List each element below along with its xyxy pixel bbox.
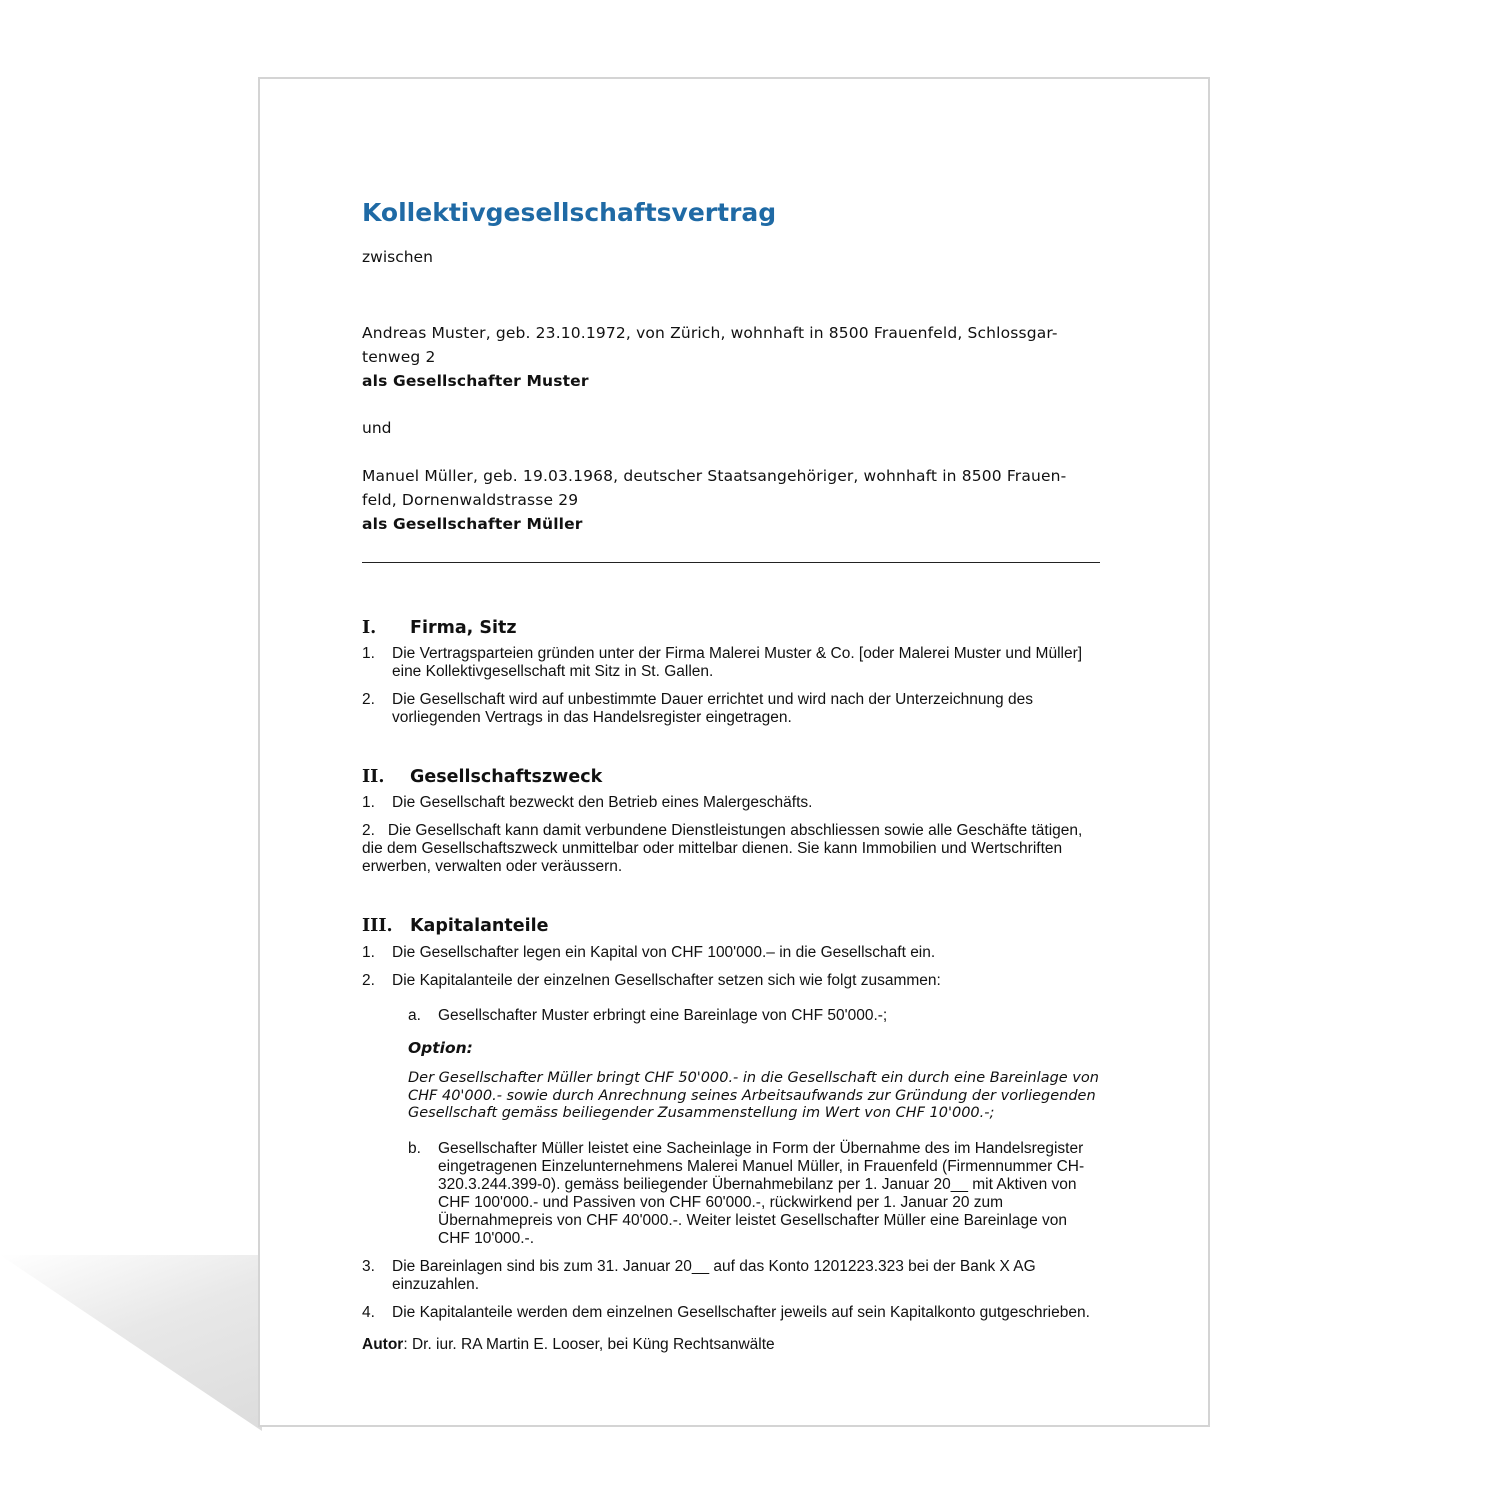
- between-text: zwischen: [362, 248, 433, 266]
- list-item-text: Die Gesellschaft wird auf unbestimmte Dauer errichtet und wird nach der Unterzeichnung des vorliegenden Vertrags in das Handelsregister eingetragen.: [392, 691, 1033, 726]
- list-item-number: 4.: [362, 1303, 375, 1321]
- list-item: [362, 944, 1100, 962]
- list-item-text: Die Bareinlagen sind bis zum 31. Januar 20__ auf das Konto 1201223.323 bei der Bank X AG einzuzahlen.: [392, 1257, 1036, 1293]
- page-shadow: [0, 1255, 262, 1431]
- list-item: [362, 645, 1100, 681]
- document-content: [362, 195, 1100, 1354]
- list-item-number: 1.: [362, 944, 375, 961]
- option-text: Der Gesellschafter Müller bringt CHF 50'000.- in die Gesellschaft ein durch eine Bareinlage von CHF 40'000.- sowie durch Anrechnung seines Arbeitsaufwands zur Gründung der vorliegenden Gesellschaft gemäss beiliegender Zusammenstellung im Wert von CHF 10'000.-;: [408, 1070, 1099, 1121]
- party-1-line-2: tenweg 2: [362, 348, 436, 366]
- author-line: [362, 1336, 1100, 1354]
- list-item-text: Die Gesellschafter legen ein Kapital von CHF 100'000.– in die Gesellschaft ein.: [392, 944, 936, 961]
- section-3-heading: [362, 914, 1100, 938]
- list-item-text: Die Kapitalanteile der einzelnen Gesellschafter setzen sich wie folgt zusammen:: [392, 972, 941, 989]
- sub-item-text: Gesellschafter Müller leistet eine Sacheinlage in Form der Übernahme des im Handelsregister eingetragenen Einzelunternehmens Malerei Manuel Müller, in Frauenfeld (Firmennummer CH-320.3.244.399-0). gemäss beiliegender Übernahmebilanz per 1. Januar 20__ mit Aktiven von CHF 100'000.- und Passiven von CHF 60'000.-, rückwirkend per 1. Januar 20 zum Übernahmepreis von CHF 40'000.-. Weiter leistet Gesellschafter Müller eine Bareinlage von CHF 10'000.-.: [438, 1139, 1085, 1247]
- list-item-number: 1.: [362, 794, 375, 811]
- list-item-text: Die Gesellschaft bezweckt den Betrieb eines Malergeschäfts.: [392, 794, 813, 811]
- party-2-role: als Gesellschafter Müller: [362, 515, 583, 533]
- sub-item-text: Gesellschafter Muster erbringt eine Bareinlage von CHF 50'000.-;: [438, 1007, 888, 1024]
- section-2-label: Gesellschaftszweck: [410, 767, 603, 787]
- section-2-heading: [362, 765, 1100, 789]
- list-item: [362, 1304, 1100, 1322]
- party-1-role: als Gesellschafter Muster: [362, 372, 589, 390]
- author-text: : Dr. iur. RA Martin E. Looser, bei Küng Rechtsanwälte: [403, 1335, 775, 1353]
- sub-item-b: [362, 1140, 1100, 1248]
- document-page: [258, 77, 1210, 1427]
- party-2-line-2: feld, Dornenwaldstrasse 29: [362, 491, 579, 509]
- option-label: Option:: [408, 1039, 473, 1057]
- list-item-number: 2.: [362, 691, 375, 708]
- list-item-number: 3.: [362, 1257, 375, 1275]
- party-1: [362, 321, 1100, 393]
- section-1-number: I.: [362, 618, 377, 638]
- document-title: Kollektivgesellschaftsvertrag: [362, 198, 777, 227]
- list-item: [362, 691, 1100, 727]
- list-item: [362, 1258, 1100, 1294]
- section-2-paragraph: 2. Die Gesellschaft kann damit verbundene Dienstleistungen abschliessen sowie alle Geschäfte tätigen, die dem Gesellschaftszweck unmittelbar oder mittelbar dienen. Sie kann Immobilien und Wertschriften erwerben, verwalten oder veräussern.: [362, 822, 1087, 875]
- section-3-label: Kapitalanteile: [410, 916, 549, 936]
- list-item-number: 1.: [362, 645, 375, 662]
- list-item: [362, 972, 1100, 990]
- section-1-heading: [362, 616, 1100, 640]
- list-item-text: Die Kapitalanteile werden dem einzelnen Gesellschafter jeweils auf sein Kapitalkonto gutgeschrieben.: [392, 1303, 1090, 1321]
- section-1: [362, 616, 1100, 727]
- list-item: [362, 794, 1100, 812]
- list-item-text: Die Vertragsparteien gründen unter der Firma Malerei Muster & Co. [oder Malerei Muster und Müller] eine Kollektivgesellschaft mit Sitz in St. Gallen.: [392, 645, 1083, 680]
- party-1-line-1: Andreas Muster, geb. 23.10.1972, von Zürich, wohnhaft in 8500 Frauenfeld, Schlossgar-: [362, 324, 1058, 342]
- section-1-label: Firma, Sitz: [410, 618, 517, 638]
- and-text: und: [362, 419, 392, 437]
- separator-line: [362, 562, 1100, 563]
- party-2: [362, 464, 1100, 536]
- list-item-number: 2.: [362, 972, 375, 989]
- sub-item-letter: a.: [408, 1007, 421, 1024]
- section-2-number: II.: [362, 767, 385, 787]
- section-3: [362, 914, 1100, 1322]
- section-2: [362, 765, 1100, 876]
- sub-item-letter: b.: [408, 1139, 421, 1157]
- sub-item-a: [362, 1007, 1100, 1025]
- section-3-number: III.: [362, 916, 393, 936]
- party-2-line-1: Manuel Müller, geb. 19.03.1968, deutscher Staatsangehöriger, wohnhaft in 8500 Frauen-: [362, 467, 1067, 485]
- author-label: Autor: [362, 1335, 404, 1353]
